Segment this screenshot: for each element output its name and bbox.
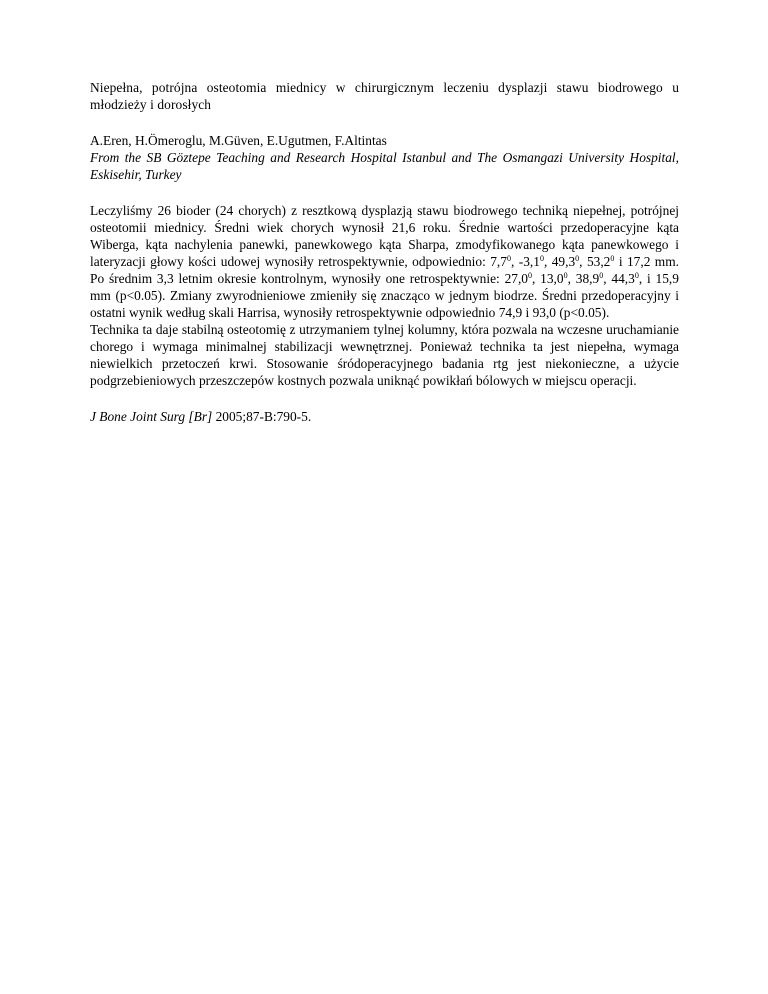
degree-superscript: 0	[634, 271, 639, 280]
article-title: Niepełna, potrójna osteotomia miednicy w chirurgicznym leczeniu dysplazji stawu biodrowego u młodzieży i dorosłych	[90, 80, 679, 112]
degree-superscript: 0	[599, 271, 604, 280]
degree-superscript: 0	[506, 254, 511, 263]
abstract-paragraph-2: Technika ta daje stabilną osteotomię z utrzymaniem tylnej kolumny, która pozwala na wczesne uruchamianie chorego i wymaga minimalnej stabilizacji wewnętrznej. Ponieważ technika ta jest niepełna, wymaga niewielkich przetoczeń krwi. Stosowanie śródoperacyjnego badania rtg jest niekonieczne, a użycie podgrzebieniowych przeszczepów kostnych pozwala uniknąć powikłań bólowych w miejscu operacji.	[90, 322, 679, 388]
abstract-text: i 17,2 mm. Po średnim 3,3 letnim okresie kontrolnym, wynosiły one retrospektywnie: 27,0	[90, 254, 679, 286]
document-page	[90, 79, 679, 438]
abstract-text: , 13,0	[532, 271, 564, 286]
abstract-text: , 49,3	[543, 254, 576, 269]
degree-superscript: 0	[539, 254, 544, 263]
degree-superscript: 0	[528, 271, 532, 280]
abstract-text: , i 15,9 mm (p<0.05). Zmiany zwyrodnieniowe zmieniły się znacząco w jednym biodrze. Średni przedoperacyjny i ostatni wynik według skali Harrisa, wynosiły retrospektywnie odpowiednio 74,9 i 93,0 (p<0.05).	[90, 271, 679, 320]
abstract-text: , 53,2	[579, 254, 611, 269]
abstract-paragraph-1	[90, 202, 679, 321]
journal-name: J Bone Joint Surg [Br]	[90, 409, 213, 424]
degree-superscript: 0	[575, 254, 580, 263]
citation	[90, 408, 679, 425]
abstract-text: , 44,3	[603, 271, 635, 286]
degree-superscript: 0	[563, 271, 568, 280]
abstract	[90, 202, 679, 389]
abstract-text: , -3,1	[510, 254, 540, 269]
degree-superscript: 0	[610, 254, 615, 263]
abstract-text: Leczyliśmy 26 bioder (24 chorych) z resztkową dysplazją stawu biodrowego techniką niepełnej, potrójnej osteotomii miednicy. Średni wiek chorych wynosił 21,6 roku. Średnie wartości przedoperacyjne kąta Wiberga, kąta nachylenia panewki, panewkowego kąta Sharpa, zmodyfikowanego kąta panewkowego i lateryzacji głowy kości udowej wynosiły retrospektywnie, odpowiednio: 7,7	[90, 203, 679, 269]
affiliation: From the SB Göztepe Teaching and Research Hospital Istanbul and The Osmangazi University Hospital, Eskisehir, Turkey	[90, 150, 679, 182]
abstract-text: , 38,9	[567, 271, 600, 286]
citation-reference: 2005;87-B:790-5.	[212, 409, 312, 424]
authors: A.Eren, H.Ömeroglu, M.Güven, E.Ugutmen, F.Altintas	[90, 133, 387, 148]
